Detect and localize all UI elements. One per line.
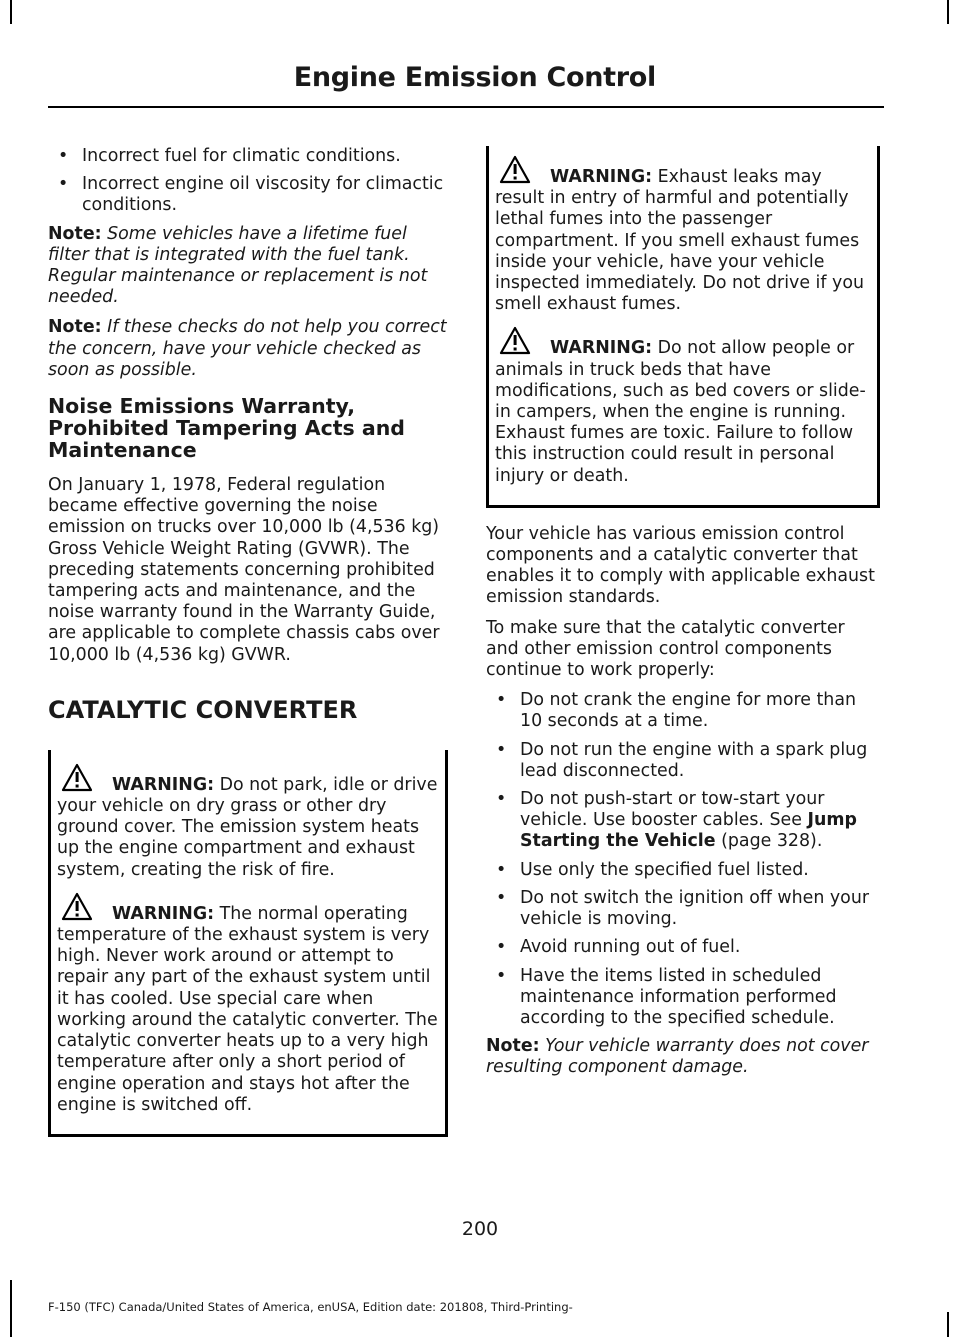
cross-reference-link[interactable]: Jump Starting the Vehicle [520,810,857,852]
note: Note: Your vehicle warranty does not cover resulting component damage. [486,1036,869,1078]
section-heading: Noise Emissions Warranty, Prohibited Tampering Acts and Maintenance [48,394,405,463]
warning-triangle-icon [58,762,110,792]
paragraph: To make sure that the catalytic converter and other emission control components continue to work properly: [486,617,845,681]
warning-box [486,146,880,508]
note: Note: Some vehicles have a lifetime fuel filter that is integrated with the fuel tank. Regular maintenance or replacement is not needed. [48,223,428,308]
crop-mark-bottom-right [947,1312,949,1337]
section-paragraph: On January 1, 1978, Federal regulation became effective governing the noise emission on trucks over 10,000 lb (4,536 kg) Gross Vehicle Weight Rating (GVWR). The preceding statements concerning prohibited tampering acts and maintenance, and the noise warranty found in the Warranty Guide, are applicable to complete chassis cabs over 10,000 lb (4,536 kg) GVWR. [48,475,440,665]
crop-mark-top-left [10,0,12,24]
note: Note: If these checks do not help you correct the concern, have your vehicle checked as soon as possible. [48,317,447,380]
warning-item: WARNING: Do not park, idle or drive your vehicle on dry grass or other dry ground cover. The emission system heats up the engine compartment and exhaust system, creating the risk of fire. [57,762,439,881]
list-item: • Use only the specified fuel listed. [496,859,809,880]
see-prefix: See [769,810,802,831]
warning-item: WARNING: Exhaust leaks may result in entry of harmful and potentially lethal fumes into the passenger compartment. If you smell exhaust fumes inside your vehicle, have your vehicle inspected immediately. Do not drive if you smell exhaust fumes. [495,154,871,315]
list-item: • Incorrect engine oil viscosity for climactic conditions. [58,174,444,216]
crop-mark-bottom-left [10,1280,12,1337]
footer-edition-info: F-150 (TFC) Canada/United States of America, enUSA, Edition date: 201808, Third-Printing- [48,1300,573,1314]
left-bullet-list [48,146,448,217]
list-item: • Do not run the engine with a spark plug lead disconnected. [496,739,868,781]
warning-triangle-icon [496,325,548,355]
warning-item: WARNING: The normal operating temperature of the exhaust system is very high. Never work around or attempt to repair any part of the exhaust system until it has cooled. Use special care when working around the catalytic converter. The catalytic converter heats up to a very high temperature after only a short period of engine operation and stays hot after the engine is switched off. [57,891,439,1116]
list-item: • Avoid running out of fuel. [496,937,741,958]
list-item: • Do not switch the ignition off when your vehicle is moving. [496,887,869,930]
page-reference: (page 328). [721,831,823,852]
list-item: • Do not push-start or tow-start your vehicle. Use booster cables. See Jump Starting the Vehicle (page 328). [496,789,857,852]
warning-triangle-icon [496,154,548,184]
right-column [486,146,880,1088]
page-number: 200 [461,1218,499,1240]
page-header-title: Engine Emission Control [293,62,656,93]
crop-mark-top-right [947,0,949,24]
list-item: • Do not crank the engine for more than 10 seconds at a time. [496,690,857,732]
right-bullet-list [486,690,880,1029]
paragraph: Your vehicle has various emission control components and a catalytic converter that enables it to comply with applicable exhaust emission standards. [486,523,875,608]
chapter-heading: CATALYTIC CONVERTER [48,695,358,724]
warning-triangle-icon [58,891,110,921]
header-rule [48,106,884,108]
warning-box [48,750,448,1137]
left-column [48,146,448,1137]
list-item: • Have the items listed in scheduled maintenance information performed according to the specified schedule. [496,965,837,1028]
warning-item: WARNING: Do not allow people or animals in truck beds that have modifications, such as bed covers or slide-in campers, when the engine is running. Exhaust fumes are toxic. Failure to follow this instruction could result in personal injury or death. [495,325,871,486]
list-item: • Incorrect fuel for climatic conditions. [58,146,401,166]
